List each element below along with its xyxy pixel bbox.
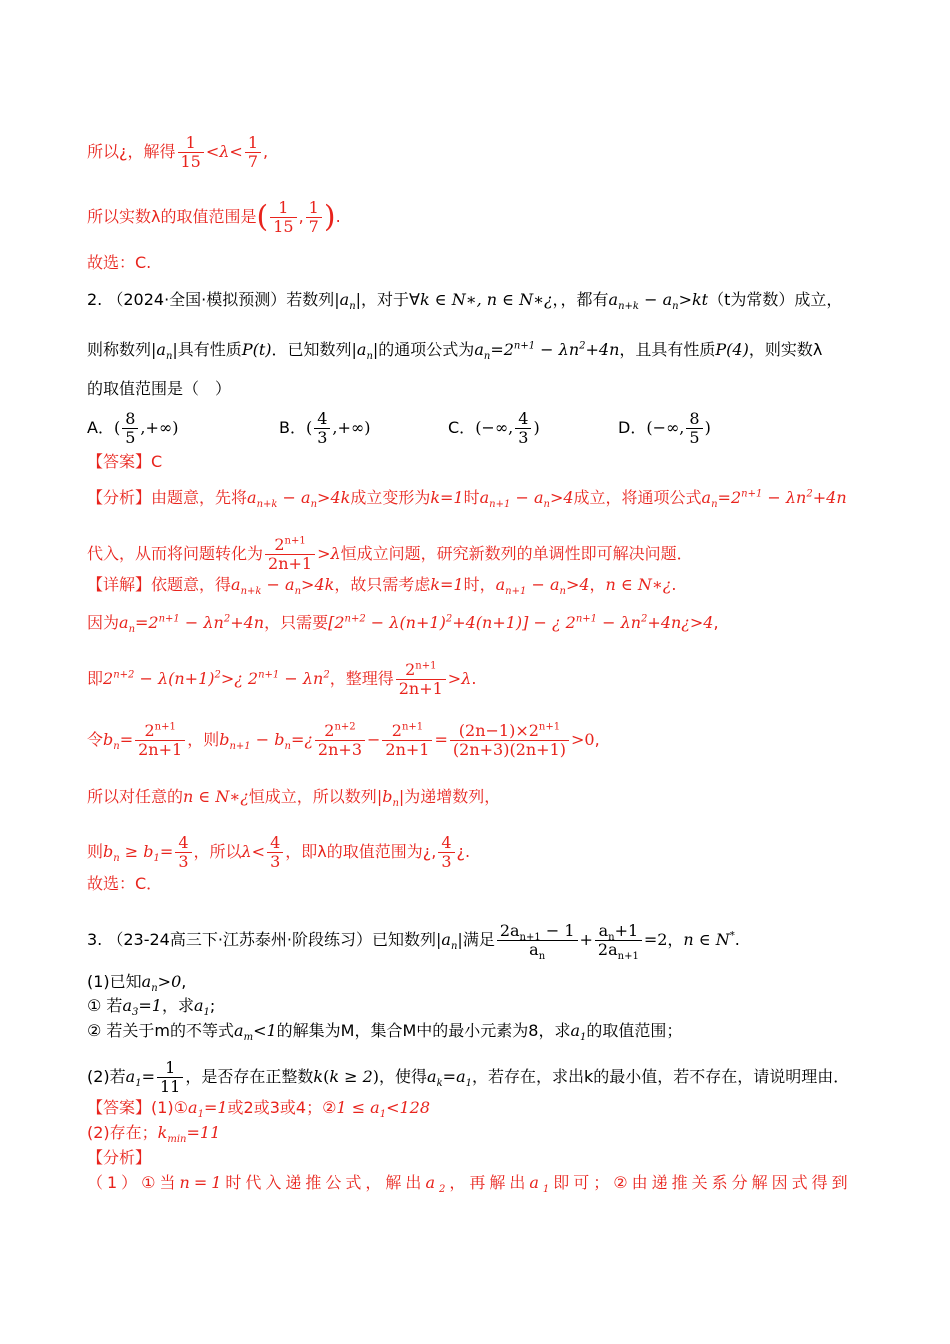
q2-detail-line-1: 【详解】依题意，得$a_{n+k} - a_n>4k$，故只需考虑k=1时，$a_{n+1} - a_n>4$，n ∈ N∗¿.: [87, 575, 677, 598]
solution-choice: [87, 251, 890, 275]
fraction: $\frac{2^{n+1}}{2n+1}$: [396, 661, 446, 698]
q2-detail-line-5: 所以对任意的n ∈ N∗¿恒成立，所以数列$|b_n|$为递增数列，: [87, 787, 501, 810]
text: （t为常数）成立，: [708, 290, 843, 309]
q2-detail-line-3: 即$2^{n+2}$ − $\lambda(n+1)^2>¿$ $2^{n+1} - \lambda n^2$，整理得 $\frac{2^{n+1}}{2n+1}$ >λ.: [87, 660, 477, 698]
q3-part1-ii: ② 若关于m的不等式$a_m<1$的解集为M，集合M中的最小元素为8，求$a_1$的取值范围；: [87, 1021, 683, 1044]
text: 为递增数列，: [404, 787, 501, 806]
text: ，只需要: [264, 613, 329, 632]
text: ，: [667, 930, 684, 949]
option-label: D．: [618, 418, 647, 437]
fraction: $\frac{2^{n+2}}{2n+3}$: [315, 722, 365, 759]
text: 令: [87, 730, 104, 749]
text: ，都有: [560, 290, 609, 309]
text: 成立变形为: [350, 488, 431, 507]
text: 或2或3或4；②: [227, 1098, 337, 1117]
text: ，所以: [193, 842, 242, 861]
q3-part2: (2)若$a_1=$ $\frac{1}{11}$ ，是否存在正整数k(k ≥ 2)，使得$a_k=a_1$，若存在，求出k的最小值，若不存在，请说明理由．: [87, 1058, 850, 1096]
fraction: $\frac{1}{15}$: [178, 134, 204, 171]
option-a: A．( $\frac{8}{5}$ ,+∞): [87, 409, 179, 447]
q2-choice: [87, 872, 890, 896]
fraction: $\frac{4}{3}$: [515, 410, 531, 447]
q3-analysis-line-1: （1）①当n=1时代入递推公式，解出$a_2$，再解出$a_1$即可；②由递推关系分解因式得到: [87, 1173, 852, 1196]
text: 成立，将通项公式: [573, 488, 702, 507]
fraction: $\frac{a_n+1}{2a_{n+1}}$: [595, 922, 642, 959]
text: ，是否存在正整数: [185, 1067, 314, 1086]
text: (1)已知: [87, 972, 142, 991]
text: ．已知数列: [271, 340, 352, 359]
q2-answer: [87, 450, 890, 474]
fraction: $\frac{4}{3}$: [314, 410, 330, 447]
text: 则: [87, 842, 104, 861]
text: 所以¿，解得: [87, 142, 176, 161]
fraction: $\frac{1}{7}$: [245, 134, 261, 171]
text: 所以对任意的: [87, 787, 184, 806]
option-label: A．: [87, 418, 114, 437]
text: 时，: [463, 575, 496, 594]
option-d: D．(−∞, $\frac{8}{5}$ ): [618, 409, 711, 447]
q2-stem-line-1: 2. （2024·全国·模拟预测）若数列$|a_n|$，对于∀k ∈ N∗, n ∈ N∗¿，，都有$a_{n+k} - a_n>kt(t$为常数）成立，: [87, 290, 843, 313]
fraction: $\frac{8}{5}$: [122, 410, 138, 447]
text: ，且具有性质: [619, 340, 716, 359]
text: 2. （2024·全国·模拟预测）若数列: [87, 290, 335, 309]
q2-analysis-line-2: 代入，从而将问题转化为 $\frac{2^{n+1}}{2n+1}$ >λ恒成立问题，研究新数列的单调性即可解决问题．: [87, 535, 693, 573]
text: ，使得: [379, 1067, 428, 1086]
text: 代入，从而将问题转化为: [87, 544, 264, 563]
q3-stem: 3. （23-24高三下·江苏泰州·阶段练习）已知数列$|a_n|$满足 $\frac{2a_{n+1} - 1}{a_n}$ + $\frac{a_n+1}{2a_{n+1}}$ =2，n ∈ N*.: [87, 921, 740, 963]
q2-stem-line-2: 则称数列$|a_n|$具有性质P(t)．已知数列$|a_n|$的通项公式为$a_n=2^{n+1} - \lambda n^2+4n$，且具有性质P(4)，则实数λ: [87, 340, 823, 363]
fraction: $\frac{2^{n+1}}{2n+1}$: [382, 722, 432, 759]
text: ，则实数λ: [748, 340, 823, 359]
text: 【答案】(1)①: [87, 1098, 189, 1117]
text: ，再解出: [449, 1173, 530, 1192]
text: 恒成立，所以数列: [248, 787, 377, 806]
text: （1）①当: [87, 1173, 180, 1192]
text: 3. （23-24高三下·江苏泰州·阶段练习）已知数列: [87, 930, 437, 949]
text: 故选：C．: [87, 874, 163, 893]
option-c: C．(−∞, $\frac{4}{3}$ ): [448, 409, 540, 447]
text: 【详解】依题意，得: [87, 575, 232, 594]
q2-detail-line-2: 因为$a_n=2^{n+1} - \lambda n^2+4n$，只需要$[2^{n+2} - \lambda(n+1)^2+4(n+1)]$ − ¿ $2^{n+1}$ − $\lambda n^2+4n¿>4$,: [87, 613, 719, 636]
fraction: $\frac{4}{3}$: [175, 834, 191, 871]
fraction: $\frac{1}{7}$: [306, 199, 322, 236]
q3-answer-1: 【答案】$(1)①a_1=1$或2或3或4；②1 ≤ $a_1<128$: [87, 1098, 431, 1121]
text: 的通项公式为: [378, 340, 475, 359]
text: ② 若关于m的不等式: [87, 1021, 235, 1040]
text: 即可；②由递推关系分解因式得到: [553, 1173, 852, 1192]
text: ，故只需考虑: [334, 575, 431, 594]
solution-line-2: 所以实数λ的取值范围是( $\frac{1}{15}$ , $\frac{1}{7}$ ).: [87, 198, 341, 236]
text: ，若存在，求出k的最小值，若不存在，请说明理由．: [471, 1067, 850, 1086]
fraction: $\frac{1}{11}$: [157, 1059, 183, 1096]
q2-options: [87, 410, 890, 450]
text: ，则: [187, 730, 220, 749]
q2-detail-line-4: 令$b_n=$ $\frac{2^{n+1}}{2n+1}$ ，则$b_{n+1}$ − $b_n=¿$ $\frac{2^{n+2}}{2n+3}$ − $\frac{2^{n+1}}{2n+1}$ = $\frac{(2n-1)\times 2^{n+1}}{(2n+3)(2n+1)}$ >0,: [87, 721, 600, 759]
text: 具有性质: [177, 340, 242, 359]
option-b: B．( $\frac{4}{3}$ ,+∞): [279, 409, 371, 447]
q3-analysis: [87, 1146, 890, 1170]
q3-part1-i: ① 若$a_3=1$，求$a_1$;: [87, 996, 216, 1019]
text: 故选：C.: [87, 253, 152, 272]
q3-part1: (1)已知$a_n>0$,: [87, 972, 187, 995]
q2-stem-line-3: [87, 377, 890, 401]
text: ① 若: [87, 996, 123, 1015]
text: 所以实数λ的取值范围是: [87, 207, 257, 226]
text: (2)若: [87, 1067, 126, 1086]
fraction: $\frac{2a_{n+1} - 1}{a_n}$: [497, 922, 578, 959]
text: 的取值范围是（ ）: [87, 379, 232, 398]
text: 则称数列: [87, 340, 152, 359]
text: 的取值范围；: [586, 1021, 683, 1040]
text: ，求: [161, 996, 194, 1015]
q2-detail-line-6: 则$b_n \ge b_1=$ $\frac{4}{3}$ ，所以λ< $\frac{4}{3}$ ，即λ的取值范围为¿, $\frac{4}{3}$ ¿.: [87, 833, 471, 871]
text: 【分析】由题意，先将: [87, 488, 248, 507]
text: ，对于∀: [361, 290, 420, 309]
solution-line-1: 所以¿，解得 $\frac{1}{15}$ <λ< $\frac{1}{7}$ ,: [87, 133, 269, 171]
text: 【答案】C: [87, 452, 163, 471]
fraction: $\frac{8}{5}$: [686, 410, 702, 447]
q3-answer-2: (2)存在；$k_{min}=11$: [87, 1123, 221, 1146]
text: 即: [87, 669, 104, 688]
text: 的解集为M，集合M中的最小元素为8，求: [276, 1021, 571, 1040]
text: 恒成立问题，研究新数列的单调性即可解决问题．: [340, 544, 693, 563]
fraction: $\frac{4}{3}$: [267, 834, 283, 871]
text: (2)存在；: [87, 1123, 158, 1142]
q2-analysis-line-1: 【分析】由题意，先将$a_{n+k} - a_n>4k$成立变形为k=1时$a_{n+1} - a_n>4$成立，将通项公式$a_n=2^{n+1} - \lambda n^2+4n$: [87, 488, 847, 511]
text: ，即λ的取值范围为¿: [285, 842, 432, 861]
option-label: C．: [448, 418, 476, 437]
fraction: $\frac{(2n-1)\times 2^{n+1}}{(2n+3)(2n+1)}$: [450, 722, 569, 759]
fraction: $\frac{2^{n+1}}{2n+1}$: [135, 722, 185, 759]
text: ，整理得: [329, 669, 394, 688]
fraction: $\frac{1}{15}$: [270, 199, 296, 236]
text: 【分析】: [87, 1148, 152, 1167]
text: 满足: [462, 930, 495, 949]
text: 时代入递推公式，解出: [225, 1173, 426, 1192]
text: 时: [463, 488, 480, 507]
fraction: $\frac{2^{n+1}}{2n+1}$: [265, 536, 315, 573]
fraction: $\frac{4}{3}$: [438, 834, 454, 871]
text: 因为: [87, 613, 120, 632]
option-label: B．: [279, 418, 306, 437]
